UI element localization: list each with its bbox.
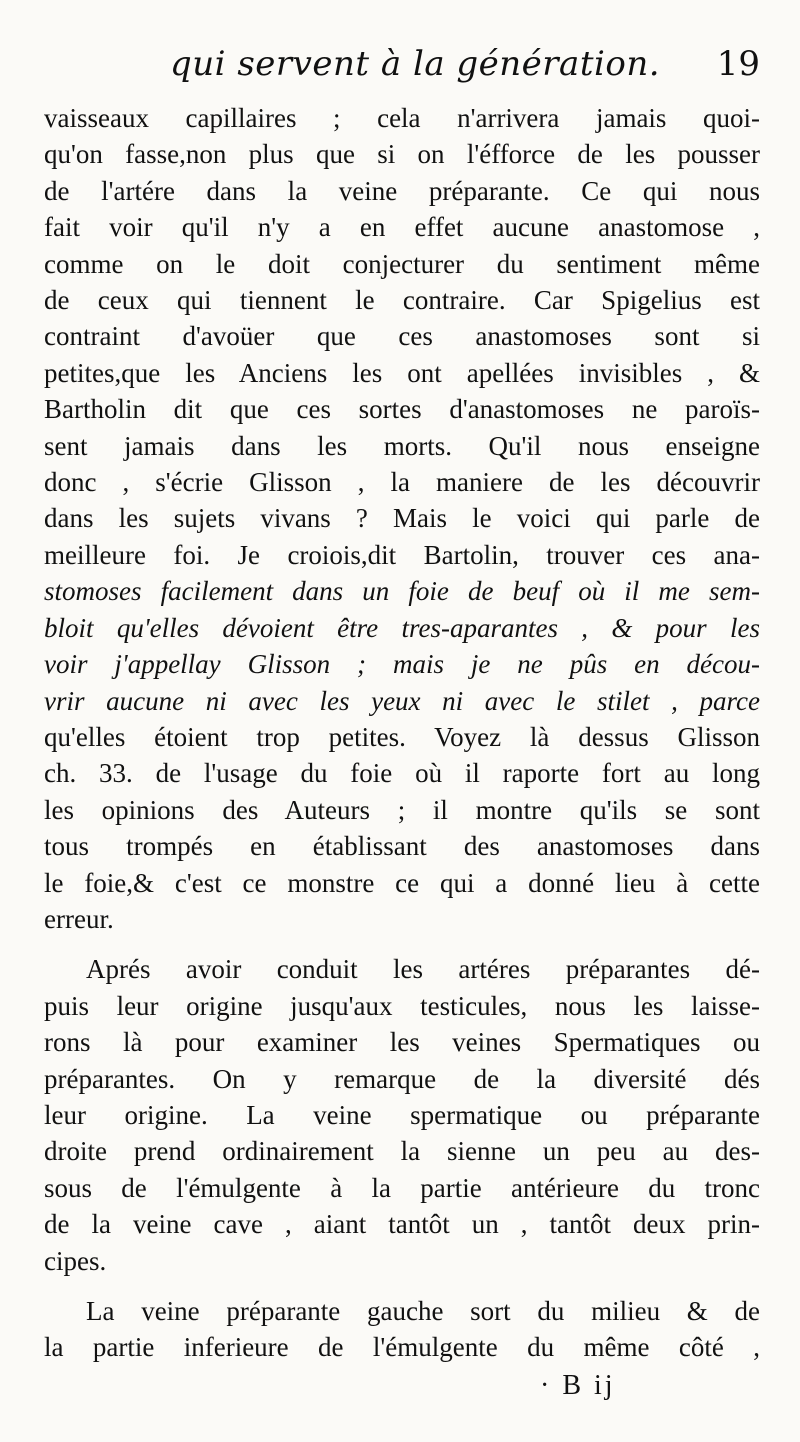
text-line: puis leur origine jusqu'aux testicules, nous les laisse-	[44, 990, 760, 1021]
text-line: La veine préparante gauche sort du milieu & de	[86, 1296, 760, 1326]
text-line: fait voir qu'il n'y a en effet aucune anastomose ,	[44, 212, 760, 243]
text-line: Aprés avoir conduit les artéres préparantes dé-	[86, 954, 760, 985]
text-line: de l'artére dans la veine préparante. Ce qui nous	[44, 175, 760, 206]
text-line: dans les sujets vivans ? Mais le voici qui parle de	[44, 503, 760, 534]
page-number: 19	[716, 44, 760, 84]
paragraph-gap	[44, 1279, 760, 1293]
text-line: qu'on fasse,non plus que si on l'éfforce de les pousser	[44, 139, 760, 170]
text-line: petites,que les Anciens les ont apellées invisibles , &	[44, 357, 760, 388]
paragraph-gap	[44, 937, 760, 951]
text-line: de ceux qui tiennent le contraire. Car Spigelius est	[44, 285, 760, 316]
text-line: cipes.	[44, 1245, 107, 1276]
text-line: comme on le doit conjecturer du sentiment même	[44, 248, 760, 279]
text-line: ch. 33. de l'usage du foie où il raporte fort au long	[44, 758, 760, 789]
text-line: contraint d'avoüer que ces anastomoses sont si	[44, 321, 760, 352]
text-line: donc , s'écrie Glisson , la maniere de les découvrir	[44, 467, 760, 498]
signature-mark: · B ij	[540, 1370, 616, 1401]
text-line: vaisseaux capillaires ; cela n'arrivera jamais quoi-	[44, 103, 760, 133]
text-line: erreur.	[44, 903, 114, 934]
running-title: qui servent à la génération.	[170, 44, 661, 84]
text-line: rons là pour examiner les veines Spermatiques ou	[44, 1027, 760, 1058]
text-line: droite prend ordinairement la sienne un peu au des-	[44, 1136, 760, 1167]
text-line: sent jamais dans les morts. Qu'il nous enseigne	[44, 430, 760, 461]
text-line: préparantes. On y remarque de la diversité dés	[44, 1063, 760, 1094]
text-line: la partie inferieure de l'émulgente du même côté ,	[44, 1332, 760, 1363]
text-line: Bartholin dit que ces sortes d'anastomoses ne paroïs-	[44, 394, 760, 425]
text-line-quote: vrir aucune ni avec les yeux ni avec le stilet , parce	[44, 685, 760, 716]
text-line-quote: bloit qu'elles dévoient être tres-aparantes , & pour les	[44, 612, 760, 643]
running-head	[40, 44, 760, 92]
text-line: sous de l'émulgente à la partie antérieure du tronc	[44, 1172, 760, 1203]
text-line: leur origine. La veine spermatique ou préparante	[44, 1099, 760, 1130]
text-line-quote: voir j'appellay Glisson ; mais je ne pûs en décou-	[44, 649, 760, 680]
text-line: le foie,& c'est ce monstre ce qui a donné lieu à cette	[44, 867, 760, 898]
body-text	[44, 100, 760, 1366]
text-line: qu'elles étoient trop petites. Voyez là dessus Glisson	[44, 721, 760, 752]
text-line: meilleure foi. Je croiois,dit Bartolin, trouver ces ana-	[44, 539, 760, 570]
text-line: les opinions des Auteurs ; il montre qu'ils se sont	[44, 794, 760, 825]
text-line-quote: stomoses facilement dans un foie de beuf où il me sem-	[44, 576, 760, 607]
text-line: tous trompés en établissant des anastomoses dans	[44, 831, 760, 862]
text-line: de la veine cave , aiant tantôt un , tantôt deux prin-	[44, 1209, 760, 1240]
